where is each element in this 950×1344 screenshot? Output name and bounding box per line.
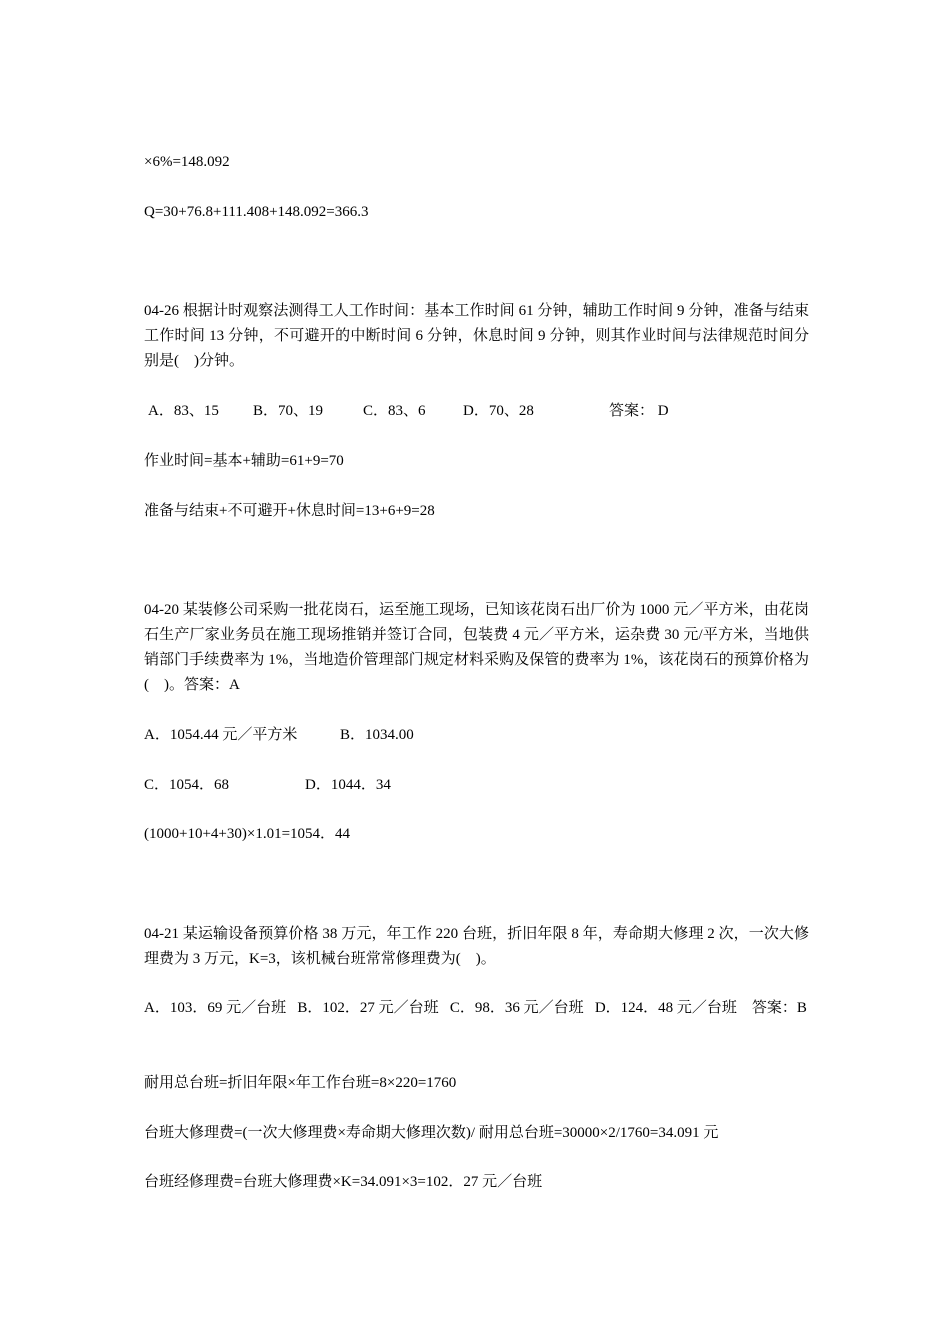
- solution-line: 作业时间=基本+辅助=61+9=70: [144, 453, 344, 469]
- solution-line: 台班经修理费=台班大修理费×K=34.091×3=102．27 元／台班: [144, 1174, 543, 1190]
- option-d: D．1044．34: [305, 777, 391, 793]
- calc-line: ×6%=148.092: [144, 154, 230, 170]
- solution-line: (1000+10+4+30)×1.01=1054．44: [144, 826, 351, 842]
- option-a: A．1054.44 元／平方米: [144, 727, 298, 743]
- options-line: A．103．69 元／台班 B．102．27 元／台班 C．98．36 元／台班 D．124．48 元／台班 答案：B: [144, 1000, 807, 1016]
- question-04-20: 04-20 某装修公司采购一批花岗石，运至施工现场，已知该花岗石出厂价为 1000 元／平方米，由花岗石生产厂家业务员在施工现场推销并签订合同，包装费 4 元／平方米，运杂费 30 元/平方米，当地供销部门手续费率为 1%，当地造价管理部门规定材料采购及保管的费率为 1%，该花岗石的预算价格为( )。答案：A: [144, 602, 809, 693]
- question-04-26: 04-26 根据计时观察法测得工人工作时间：基本工作时间 61 分钟，辅助工作时间 9 分钟，准备与结束工作时间 13 分钟，不可避开的中断时间 6 分钟，休息时间 9 分钟，则其作业时间与法律规范时间分别是( )分钟。: [144, 303, 809, 369]
- calc-line: Q=30+76.8+111.408+148.092=366.3: [144, 204, 369, 220]
- option-d: D．70、28: [463, 403, 534, 419]
- option-a: A．83、15: [148, 403, 219, 419]
- option-c: C．83、6: [363, 403, 426, 419]
- solution-line: 耐用总台班=折旧年限×年工作台班=8×220=1760: [144, 1075, 457, 1091]
- option-c: C．1054．68: [144, 777, 230, 793]
- question-04-21: 04-21 某运输设备预算价格 38 万元，年工作 220 台班，折旧年限 8 年，寿命期大修理 2 次，一次大修理费为 3 万元，K=3，该机械台班常常修理费为( )。: [144, 926, 809, 967]
- option-b: B．1034.00: [340, 727, 414, 743]
- solution-line: 准备与结束+不可避开+休息时间=13+6+9=28: [144, 503, 435, 519]
- solution-line: 台班大修理费=(一次大修理费×寿命期大修理次数)/ 耐用总台班=30000×2/1760=34.091 元: [144, 1125, 719, 1141]
- option-b: B．70、19: [253, 403, 324, 419]
- answer: 答案： D: [609, 403, 669, 419]
